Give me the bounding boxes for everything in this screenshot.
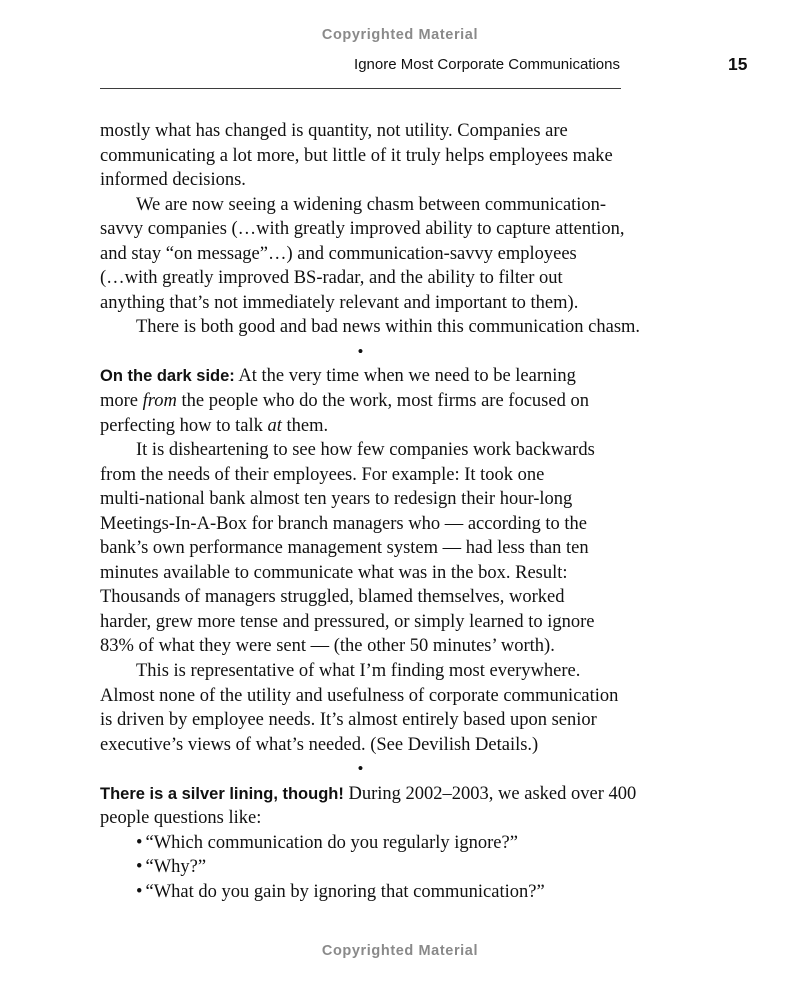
bullet-item-text: “Why?” [145, 857, 207, 878]
body-line [100, 782, 640, 807]
body-line: executive’s views of what’s needed. (See Devilish Details.) [100, 734, 539, 755]
body-text-segment: the people who do the work, most firms are focused on [176, 391, 589, 412]
body-line: Almost none of the utility and usefulness of corporate communication [100, 685, 619, 706]
page-number: 15 [728, 54, 748, 74]
body-text-segment: them. [281, 415, 329, 436]
body-line: mostly what has changed is quantity, not utility. Companies are [100, 121, 568, 141]
bullet-item-text: “Which communication do you regularly ignore?” [145, 832, 518, 853]
body-line: from the needs of their employees. For example: It took one [100, 464, 545, 485]
body-line: harder, grew more tense and pressured, or simply learned to ignore [100, 611, 595, 632]
section-separator-bullet: • [357, 341, 364, 361]
body-line: Meetings-In-A-Box for branch managers who — according to the [100, 513, 588, 534]
header-rule [100, 88, 621, 89]
body-line: This is representative of what I’m finding most everywhere. [136, 661, 581, 682]
body-line: We are now seeing a widening chasm between communication- [136, 194, 607, 215]
bullet-marker: • [136, 832, 143, 853]
body-line [100, 389, 640, 414]
body-text-segment: At the very time when we need to be learning [234, 366, 576, 387]
watermark-bottom: Copyrighted Material [321, 943, 479, 959]
bullet-list-item [100, 855, 640, 880]
bullet-item-text: “What do you gain by ignoring that communication?” [145, 881, 545, 902]
body-line: minutes available to communicate what was in the box. Result: [100, 562, 568, 583]
body-text-segment: perfecting how to talk [100, 415, 268, 436]
bullet-list-item [100, 831, 640, 856]
body-line: It is disheartening to see how few companies work backwards [136, 440, 595, 461]
bullet-marker: • [136, 857, 143, 878]
section-separator-bullet: • [357, 759, 364, 779]
body-line: savvy companies (…with greatly improved ability to capture attention, [100, 219, 625, 240]
body-line: anything that’s not immediately relevant and important to them). [100, 292, 579, 313]
body-line: informed decisions. [100, 170, 246, 191]
body-line [100, 414, 640, 439]
body-line: is driven by employee needs. It’s almost entirely based upon senior [100, 710, 597, 731]
body-line: multi-national bank almost ten years to redesign their hour-long [100, 489, 573, 510]
run-in-heading: On the dark side: [100, 367, 235, 386]
body-line [100, 364, 640, 389]
bullet-list-item [100, 880, 640, 905]
body-line: and stay “on message”…) and communication-savvy employees [100, 243, 577, 264]
body-line: There is both good and bad news within this communication chasm. [136, 317, 641, 338]
watermark-top: Copyrighted Material [321, 27, 479, 43]
italic-word: at [267, 415, 282, 436]
running-header-title: Ignore Most Corporate Communications [354, 56, 620, 73]
body-line: (…with greatly improved BS-radar, and the ability to filter out [100, 268, 563, 289]
run-in-heading: There is a silver lining, though! [100, 784, 344, 803]
body-line: Thousands of managers struggled, blamed themselves, worked [100, 587, 565, 608]
body-text-segment: During 2002–2003, we asked over 400 [343, 783, 637, 804]
body-line: people questions like: [100, 808, 262, 829]
body-text-segment: more [100, 391, 143, 412]
page-body [100, 119, 640, 905]
body-line: communicating a lot more, but little of it truly helps employees make [100, 145, 613, 166]
italic-word: from [142, 391, 177, 412]
bullet-marker: • [136, 881, 143, 902]
body-line: bank’s own performance management system — had less than ten [100, 538, 589, 559]
body-line: 83% of what they were sent — (the other 50 minutes’ worth). [100, 636, 555, 657]
